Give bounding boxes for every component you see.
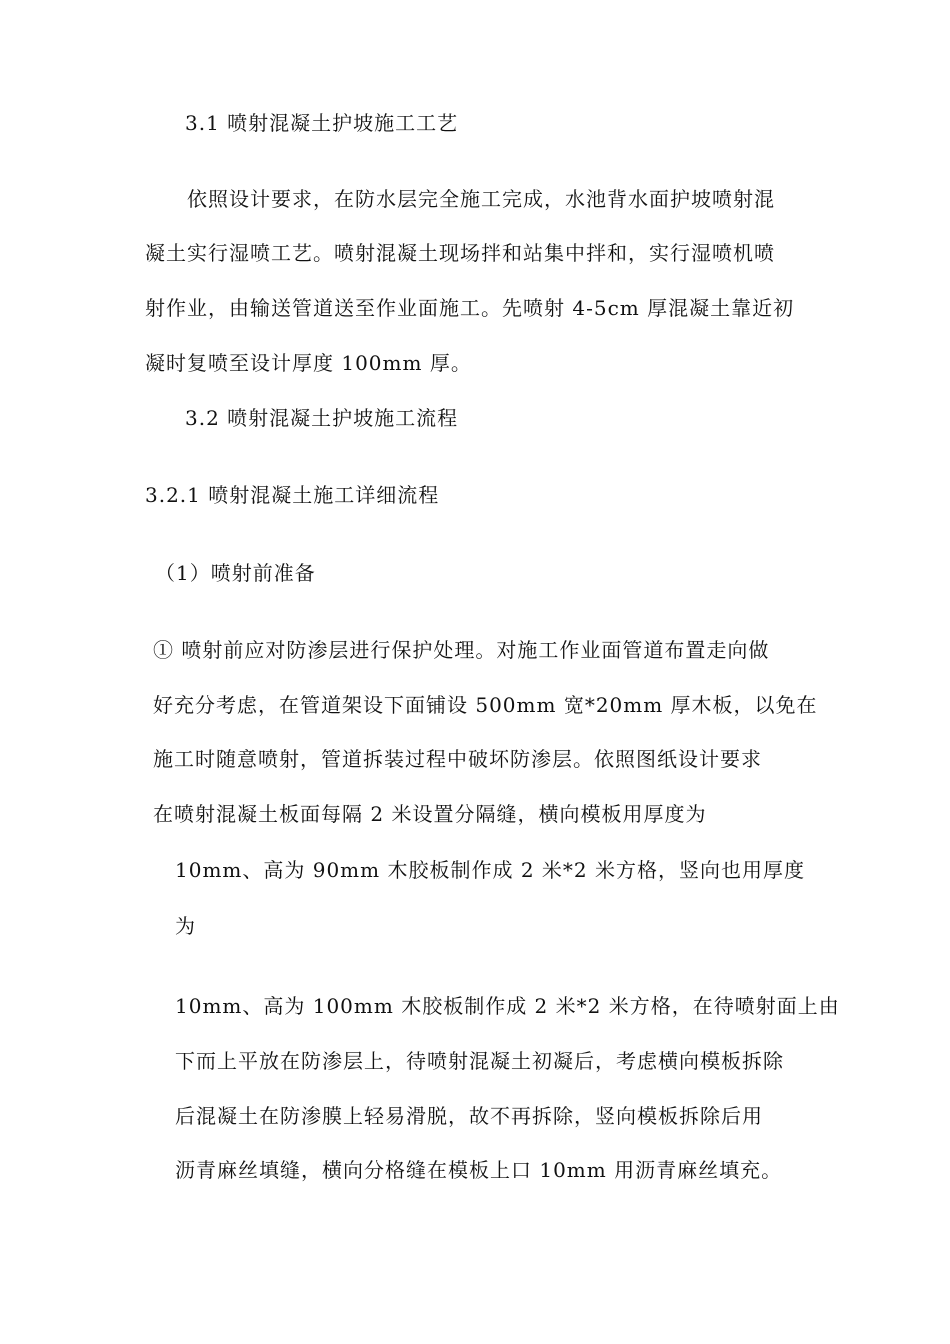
paragraph-3-line-4: 沥青麻丝填缝，横向分格缝在模板上口 10mm 用沥青麻丝填充。 <box>175 1158 783 1182</box>
paragraph-3-line-3: 后混凝土在防渗膜上轻易滑脱，故不再拆除，竖向模板拆除后用 <box>175 1104 763 1128</box>
paragraph-2-line-3: 施工时随意喷射，管道拆装过程中破坏防渗层。依照图纸设计要求 <box>153 747 762 771</box>
paragraph-1-line-1: 依照设计要求，在防水层完全施工完成，水池背水面护坡喷射混 <box>187 187 775 211</box>
paragraph-2-line-2: 好充分考虑，在管道架设下面铺设 500mm 宽*20mm 厚木板，以免在 <box>153 693 818 717</box>
heading-preparation: （1）喷射前准备 <box>155 561 316 585</box>
paragraph-1-line-4: 凝时复喷至设计厚度 100mm 厚。 <box>145 351 472 375</box>
heading-3-2: 3.2 喷射混凝土护坡施工流程 <box>185 406 459 430</box>
paragraph-2-line-1: ① 喷射前应对防渗层进行保护处理。对施工作业面管道布置走向做 <box>153 638 770 662</box>
paragraph-2-line-6: 为 <box>175 914 196 938</box>
paragraph-1-line-2: 凝土实行湿喷工艺。喷射混凝土现场拌和站集中拌和，实行湿喷机喷 <box>145 241 775 265</box>
paragraph-2-line-5: 10mm、高为 90mm 木胶板制作成 2 米*2 米方格，竖向也用厚度 <box>175 858 805 882</box>
paragraph-3-line-1: 10mm、高为 100mm 木胶板制作成 2 米*2 米方格，在待喷射面上由 <box>175 994 840 1018</box>
paragraph-1-line-3: 射作业，由输送管道送至作业面施工。先喷射 4-5cm 厚混凝土靠近初 <box>145 296 795 320</box>
heading-3-2-1: 3.2.1 喷射混凝土施工详细流程 <box>145 483 440 507</box>
heading-3-1: 3.1 喷射混凝土护坡施工工艺 <box>185 111 459 135</box>
paragraph-2-line-4: 在喷射混凝土板面每隔 2 米设置分隔缝，横向模板用厚度为 <box>153 802 707 826</box>
paragraph-3-line-2: 下而上平放在防渗层上，待喷射混凝土初凝后，考虑横向模板拆除 <box>175 1049 784 1073</box>
